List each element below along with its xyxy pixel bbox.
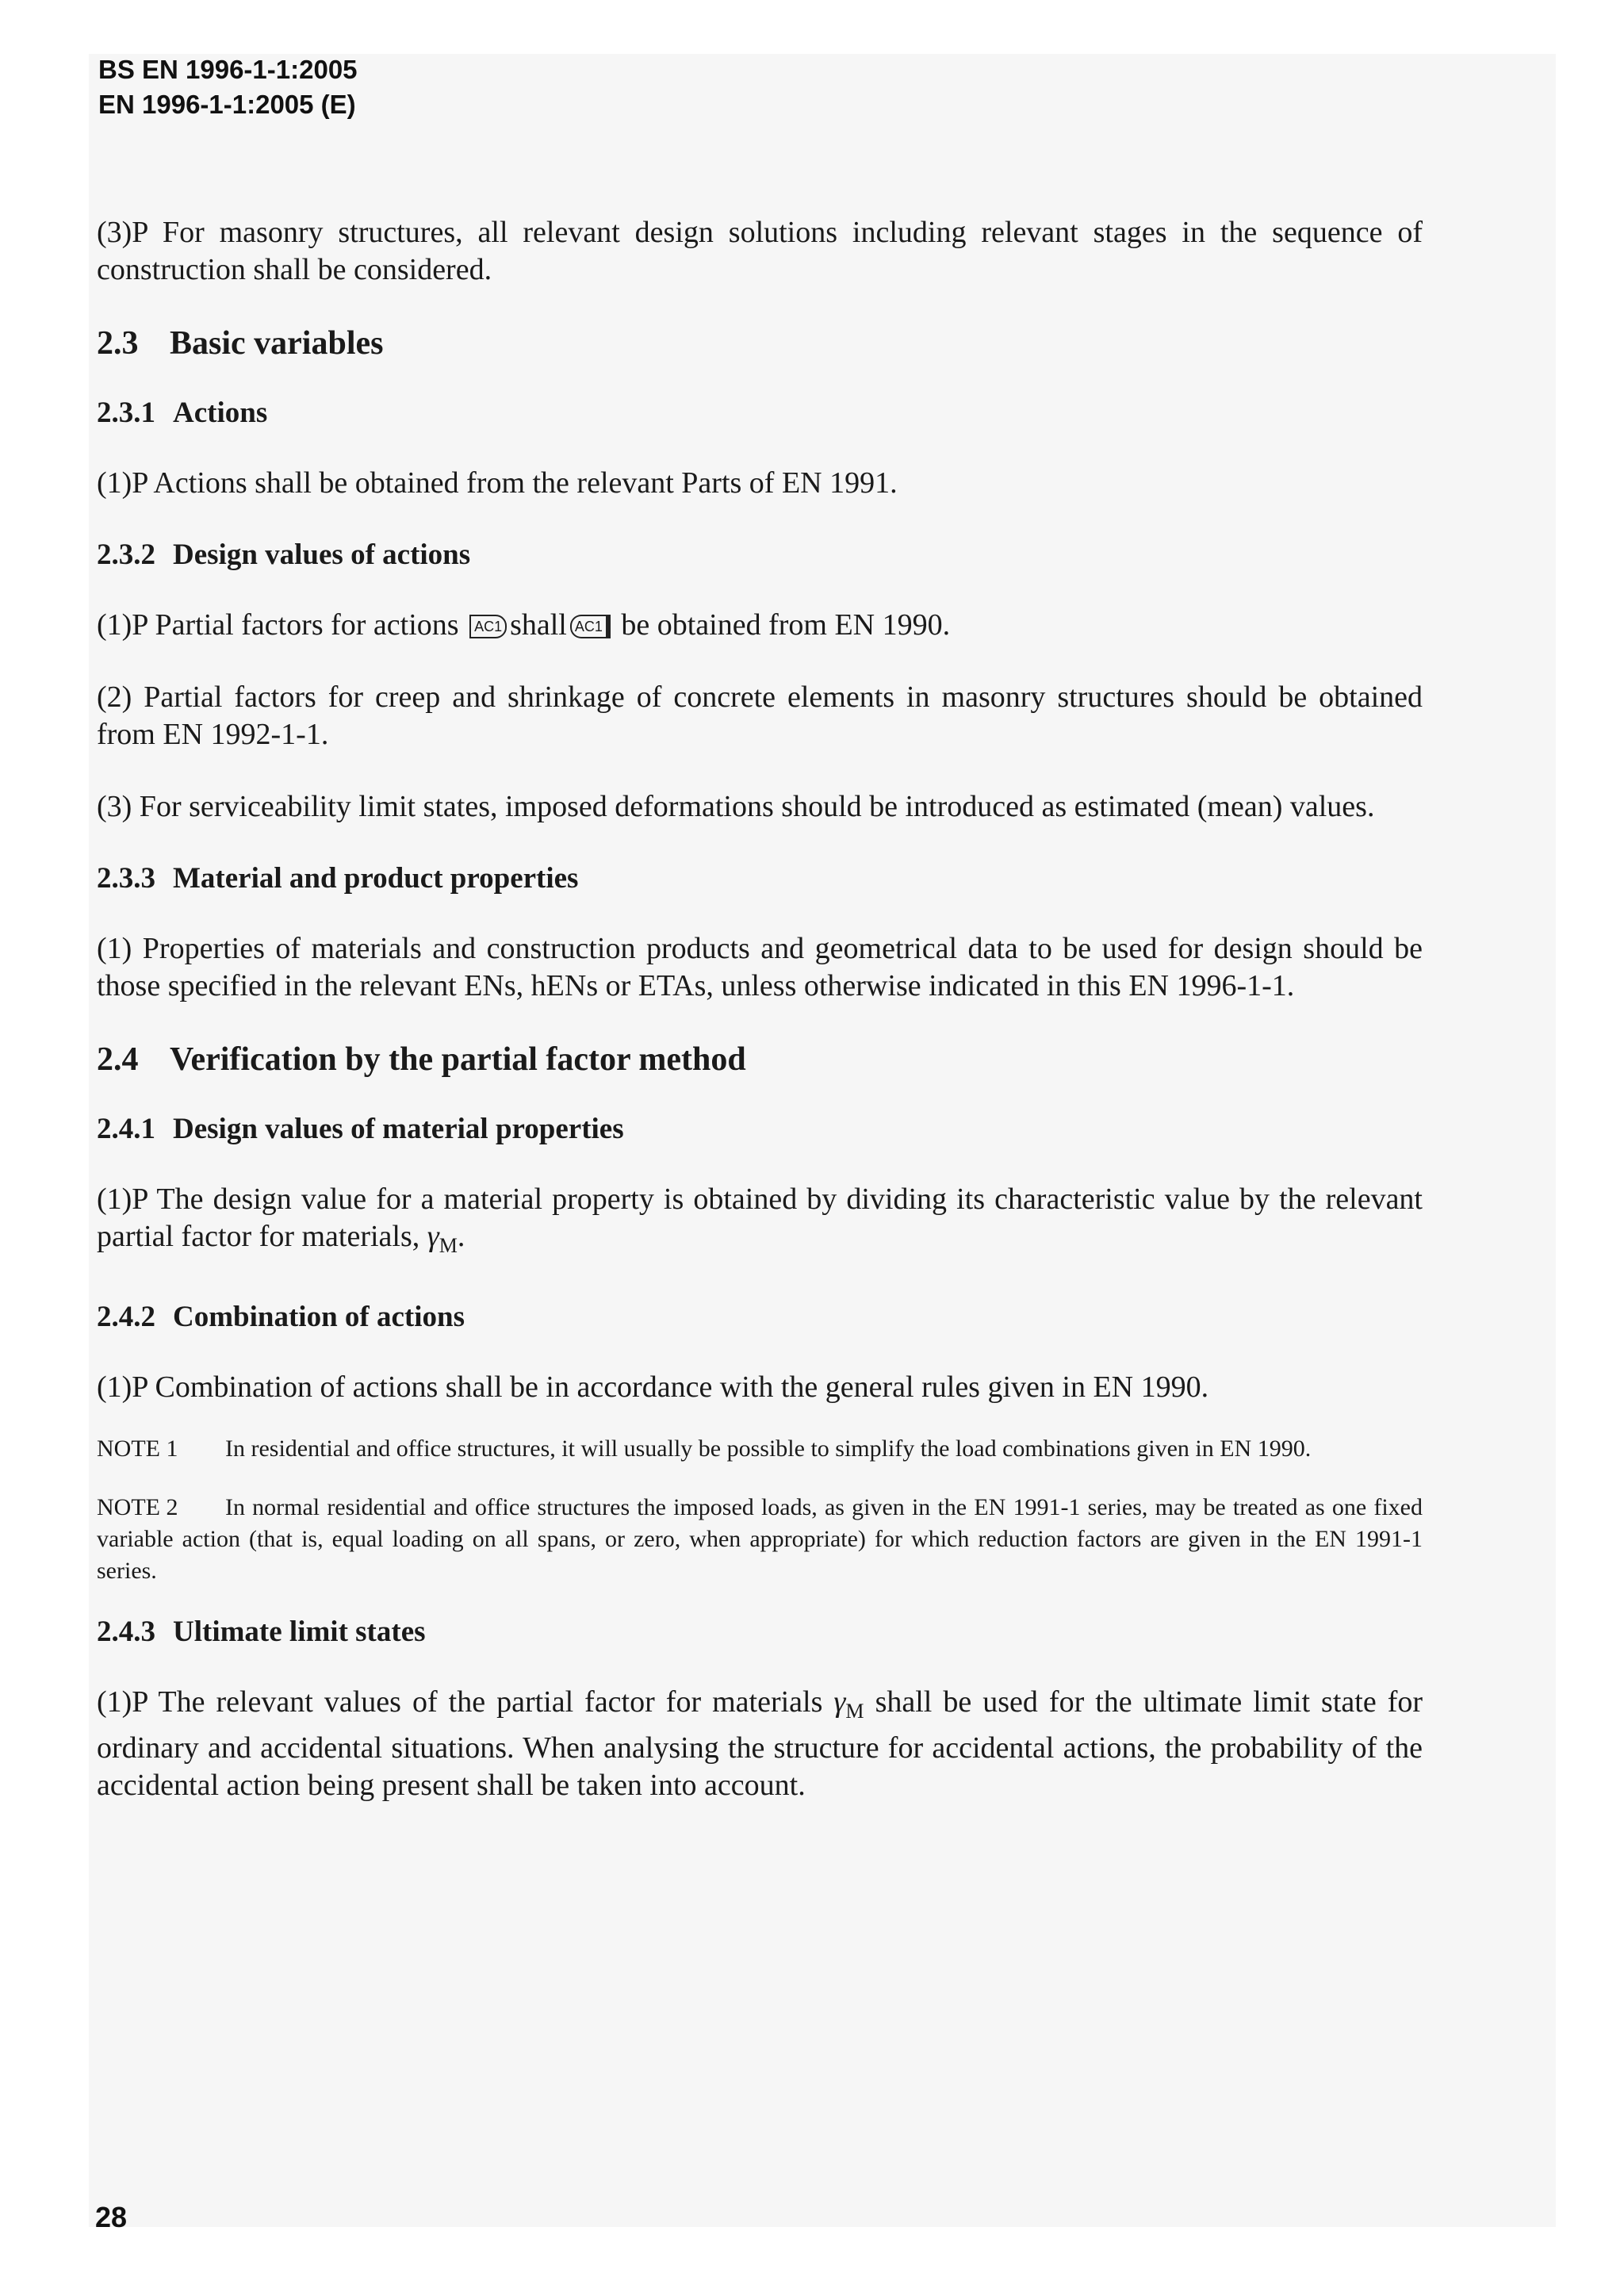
paragraph-text: (1)P Partial factors for actions [97, 608, 459, 642]
section-heading-2-3-1 [97, 395, 1423, 431]
paragraph-text: (1)P The relevant values of the partial factor for materials [97, 1685, 823, 1719]
section-heading-2-4-3 [97, 1614, 1423, 1650]
paragraph-text: (1)P The design value for a material property is obtained by dividing its characteristic value by the relevant partial factor for materials, [97, 1182, 1423, 1253]
section-title: Design values of material properties [173, 1113, 624, 1145]
standard-reference-bs: BS EN 1996-1-1:2005 [98, 55, 358, 84]
section-number: 2.3.2 [97, 539, 155, 571]
section-heading-2-3 [97, 324, 1423, 363]
paragraph-text: shall [510, 608, 567, 642]
paragraph-2-3-2-3: (3) For serviceability limit states, imposed deformations should be introduced as estimated (mean) values. [97, 790, 1375, 823]
standard-reference-en: EN 1996-1-1:2005 (E) [98, 90, 356, 119]
section-number: 2.3.3 [97, 862, 155, 895]
gamma-subscript: M [845, 1700, 864, 1723]
section-number: 2.3.1 [97, 397, 155, 429]
paragraph-2-4-3-1 [97, 1684, 1423, 1804]
amendment-start-marker: AC1 [469, 615, 507, 638]
section-heading-2-4 [97, 1040, 1423, 1079]
section-number: 2.4.2 [97, 1301, 155, 1333]
section-title: Basic variables [170, 325, 384, 362]
paragraph-text: be obtained from EN 1990. [621, 608, 951, 642]
section-heading-2-3-2 [97, 537, 1423, 573]
note-text: In normal residential and office structures the imposed loads, as given in the EN 1991-1 series, may be treated as one fixed variable action (that is, equal loading on all spans, or zero, when appropriate) for which reduction factors are given in the EN 1991-1 series. [97, 1494, 1423, 1584]
section-number: 2.3 [97, 325, 139, 362]
note-label: NOTE 1 [97, 1435, 178, 1462]
intro-paragraph: (3)P For masonry structures, all relevant design solutions including relevant stages in the sequence of construction shall be considered. [97, 216, 1423, 286]
section-heading-2-4-1 [97, 1111, 1423, 1148]
section-title: Combination of actions [173, 1301, 465, 1333]
gamma-letter: γ [427, 1220, 439, 1253]
page-number: 28 [95, 2201, 128, 2233]
paragraph-2-3-2-2: (2) Partial factors for creep and shrinkage of concrete elements in masonry structures should be obtained from EN 1992-1-1. [97, 680, 1423, 751]
paragraph-2-3-2-1 [97, 607, 1423, 644]
document-header [98, 52, 358, 122]
paragraph-2-3-1-1: (1)P Actions shall be obtained from the relevant Parts of EN 1991. [97, 466, 898, 500]
gamma-m-symbol [833, 1685, 864, 1723]
section-title: Actions [173, 397, 268, 429]
section-title: Verification by the partial factor method [170, 1041, 746, 1078]
section-title: Material and product properties [173, 862, 579, 895]
page-body [97, 214, 1423, 1839]
paragraph-2-4-2-1: (1)P Combination of actions shall be in accordance with the general rules given in EN 1990. [97, 1370, 1209, 1404]
paragraph-text: . [457, 1220, 465, 1253]
section-number: 2.4 [97, 1041, 139, 1078]
note-label: NOTE 2 [97, 1494, 178, 1520]
paragraph-text: shall be used for the ultimate limit state for ordinary and accidental situations. When analysing the structure for accidental actions, the probability of the accidental action being present shall be taken into account. [97, 1685, 1423, 1802]
note-text: In residential and office structures, it will usually be possible to simplify the load combinations given in EN 1990. [225, 1435, 1312, 1462]
section-number: 2.4.3 [97, 1616, 155, 1648]
section-title: Design values of actions [173, 539, 471, 571]
section-title: Ultimate limit states [173, 1616, 426, 1648]
amendment-end-marker: AC1 [570, 615, 611, 638]
gamma-letter: γ [833, 1685, 846, 1719]
section-heading-2-3-3 [97, 861, 1423, 897]
gamma-subscript: M [439, 1234, 458, 1257]
paragraph-2-4-1-1 [97, 1181, 1423, 1264]
section-heading-2-4-2 [97, 1299, 1423, 1336]
paragraph-2-3-3-1: (1) Properties of materials and construction products and geometrical data to be used for design should be those specified in the relevant ENs, hENs or ETAs, unless otherwise indicated in this EN 1996-1-1. [97, 932, 1423, 1002]
gamma-m-symbol [427, 1220, 458, 1257]
section-number: 2.4.1 [97, 1113, 155, 1145]
note-1 [97, 1433, 1423, 1465]
note-2 [97, 1492, 1423, 1587]
